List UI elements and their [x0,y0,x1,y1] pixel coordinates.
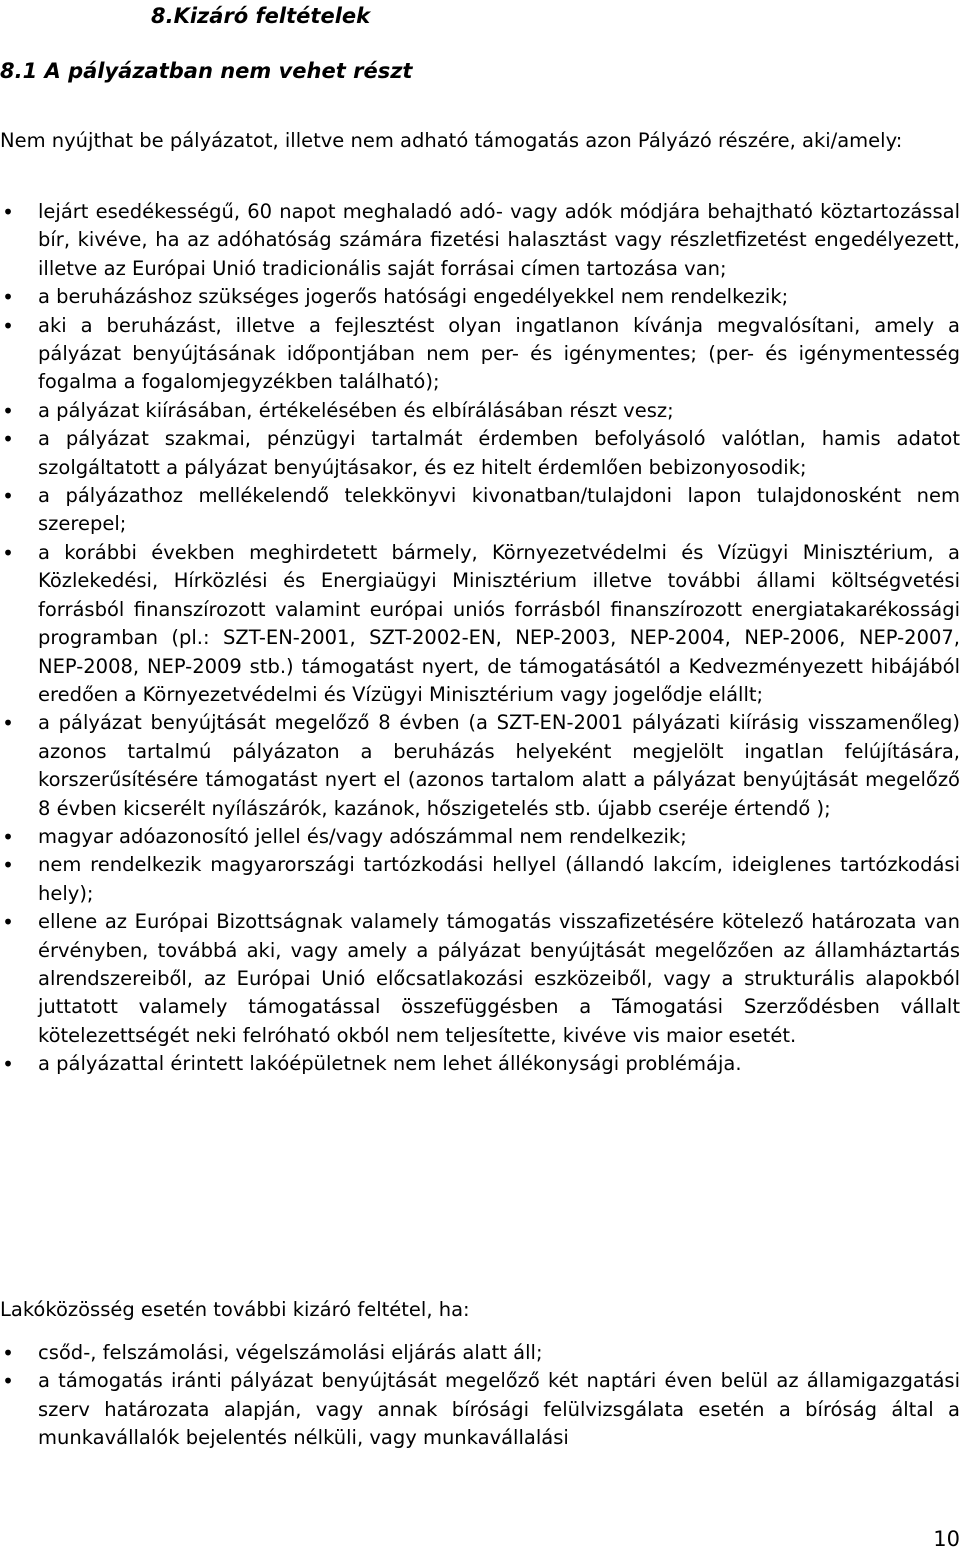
list-item [0,823,960,851]
list-item [0,1339,960,1367]
list-item [0,425,960,482]
bullet-icon: • [2,824,14,849]
bullet-icon: • [2,1341,14,1365]
list-item [0,198,960,283]
list-item-text: magyar adóazonosító jellel és/vagy adószámmal nem rendelkezik; [38,824,687,848]
bullet-icon: • [2,1369,14,1394]
list-item-text: aki a beruházást, illetve a fejlesztést olyan ingatlanon kívánja megvalósítani, amely a pályázat benyújtásának időpontjában nem per- és igénymentes; (per- és igénymentesség fogalma a fogalomjegyzékben található); [38,313,960,394]
bullet-icon: • [2,313,14,338]
list-item [0,397,960,425]
list-item-text: nem rendelkezik magyarországi tartózkodási hellyel (állandó lakcím, ideiglenes tartózkodási hely); [38,853,960,905]
list-item-text: csőd-, felszámolási, végelszámolási eljárás alatt áll; [38,1341,543,1364]
list-item [0,709,960,823]
list-item [0,1050,960,1078]
list-item-text: ellene az Európai Bizottságnak valamely támogatás visszafizetésére kötelező határozata van érvényben, továbbá aki, vagy amely a pályázat benyújtását megelőzően az államháztartás alrendszereiből, az Európai Unió előcsatlakozási eszközeiből, vagy a strukturális alapokból juttatott valamely támogatással összefüggésben a Támogatási Szerződésben vállalt kötelezettségét neki felróható okból nem teljesítette, kivéve vis maior esetét. [38,910,960,1047]
list-item-text: a korábbi években meghirdetett bármely, Környezetvédelmi és Vízügyi Minisztérium, a Közlekedési, Hírközlési és Energiaügyi Minisztérium illetve további állami költségvetési forrásból finanszírozott valamint európai uniós forrásból finanszírozott energiatakarékossági programban (pl.: SZT-EN-2001, SZT-2002-EN, NEP-2003, NEP-2004, NEP-2006, NEP-2007, NEP-2008, NEP-2009 stb.) támogatást nyert, de támogatásától a Kedvezményezett hibájából eredően a Környezetvédelmi és Vízügyi Minisztérium vagy jogelődje elállt; [38,540,960,706]
list-item [0,283,960,311]
page-number: 10 [933,1527,960,1551]
bullet-icon: • [2,285,14,310]
list-item-text: a pályázat benyújtását megelőző 8 évben (a SZT-EN-2001 pályázati kiírásig visszamenőleg) azonos tartalmú pályázaton a beruházás helyeként megjelölt ingatlan felújítására, korszerűsítésére támogatást nyert el (azonos tartalom alatt a pályázat benyújtását megelőző 8 évben kicserélt nyílászárók, kazánok, hőszigetelés stb. újabb cseréje értendő ); [38,711,960,820]
bullet-icon: • [2,711,14,736]
intro-paragraph: Nem nyújthat be pályázatot, illetve nem adható támogatás azon Pályázó részére, aki/amely: [0,129,903,152]
bullet-icon: • [2,1052,14,1077]
lakokozosseg-paragraph: Lakóközösség esetén további kizáró feltétel, ha: [0,1298,470,1321]
list-item [0,908,960,1050]
bullet-icon: • [2,398,14,423]
list-item [0,1367,960,1452]
list-item-text: lejárt esedékességű, 60 napot meghaladó adó- vagy adók módjára behajtható köztartozással bír, kivéve, ha az adóhatóság számára fizetési halasztást vagy részletfizetést engedélyezett, illetve az Európai Unió tradicionális saját forrásai címen tartozása van; [38,200,960,280]
bullet-icon: • [2,427,14,452]
bullet-icon: • [2,853,14,878]
exclusion-list [0,198,960,1079]
section-heading: 8.Kizáró feltételek [151,4,371,28]
list-item-text: a pályázat kiírásában, értékelésében és elbírálásában részt vesz; [38,398,674,422]
list-item [0,482,960,539]
list-item-text: a pályázat szakmai, pénzügyi tartalmát érdemben befolyásoló valótlan, hamis adatot szolgáltatott a pályázat benyújtásakor, és ez hitelt érdemlően bebizonyosodik; [38,427,960,479]
list-item [0,312,960,397]
list-item [0,539,960,709]
list-item-text: a pályázathoz mellékelendő telekkönyvi kivonatban/tulajdoni lapon tulajdonosként nem szerepel; [38,484,960,536]
list-item-text: a beruházáshoz szükséges jogerős hatósági engedélyekkel nem rendelkezik; [38,285,789,309]
bullet-icon: • [2,910,14,935]
subsection-heading: 8.1 A pályázatban nem vehet részt [0,59,413,83]
list-item-text: a pályázattal érintett lakóépületnek nem lehet állékonysági problémája. [38,1052,742,1076]
list-item-text: a támogatás iránti pályázat benyújtását megelőző két naptári éven belül az államigazgatási szerv határozata alapján, vagy annak bírósági felülvizsgálata esetén a bíróság által a munkavállalók bejelentés nélküli, vagy munkavállalási [38,1369,960,1450]
bullet-icon: • [2,484,14,509]
bullet-icon: • [2,200,14,224]
lakokozosseg-list [0,1339,960,1453]
bullet-icon: • [2,540,14,565]
list-item [0,851,960,908]
